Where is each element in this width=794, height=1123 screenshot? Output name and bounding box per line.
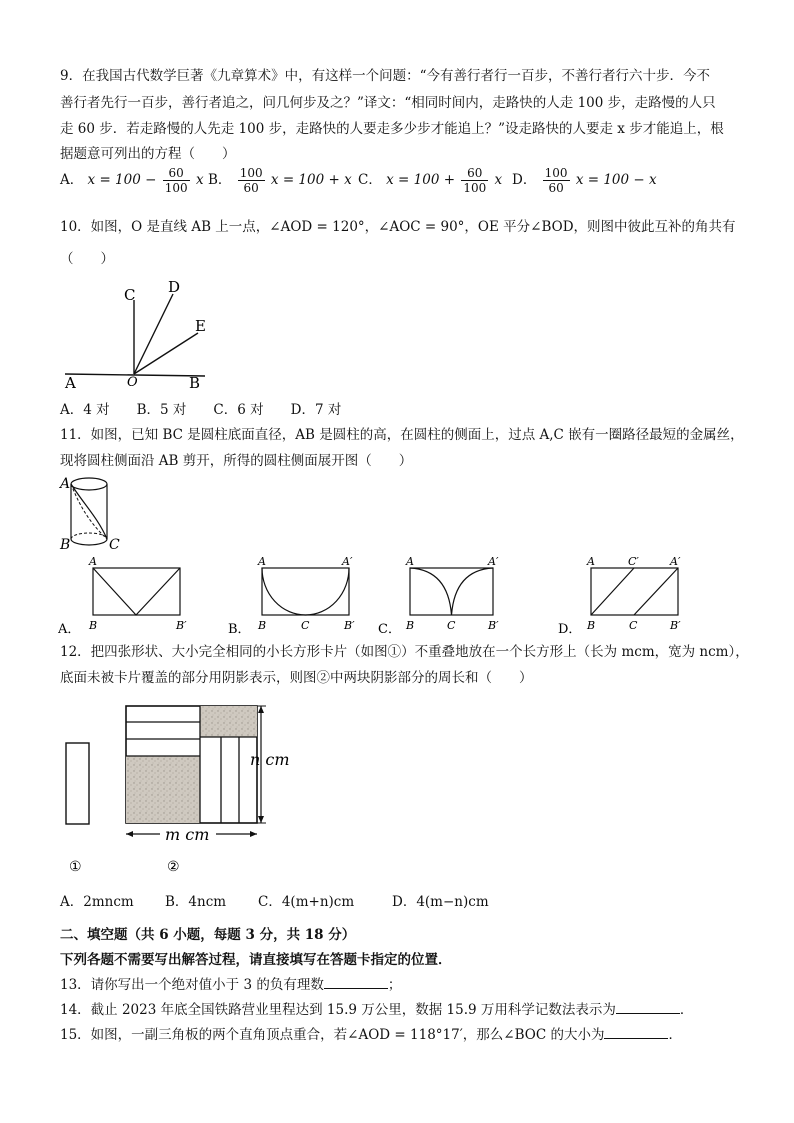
q11-option-c-figure[interactable] bbox=[378, 555, 508, 637]
label-bl: B bbox=[406, 619, 415, 632]
label-c: C bbox=[124, 286, 136, 304]
q9-option-a[interactable] bbox=[60, 166, 204, 195]
small-card bbox=[66, 743, 89, 824]
q14-answer-blank[interactable] bbox=[616, 1001, 680, 1014]
q9-option-a-pre: x = 100 − bbox=[87, 172, 157, 188]
label-tl: A bbox=[587, 555, 595, 568]
q13 bbox=[60, 975, 401, 995]
unfold-rect bbox=[591, 568, 678, 615]
q11-line1: 11．如图，已知 BC 是圆柱底面直径，AB 是圆柱的高，在圆柱的侧面上，过点 A,C 嵌有一圈路径最短的金属丝， bbox=[60, 427, 744, 443]
q11-option-d-figure[interactable] bbox=[558, 555, 698, 637]
q9-option-b-fraction bbox=[238, 166, 265, 195]
q12-option-a-text: 2mncm bbox=[83, 894, 134, 910]
label-br: B′ bbox=[344, 619, 355, 632]
label-br: B′ bbox=[176, 619, 187, 632]
q13-answer-blank[interactable] bbox=[324, 976, 388, 989]
label-bm: C bbox=[301, 619, 310, 632]
q9-option-c-num: 60 bbox=[461, 166, 488, 181]
q12-line1: 12．把四张形状、大小完全相同的小长方形卡片（如图①）不重叠地放在一个长方形上（长为 mcm，宽为 ncm）， bbox=[60, 644, 749, 660]
path-seg-1 bbox=[591, 568, 634, 615]
q9-option-d-label: D． bbox=[512, 172, 537, 188]
q9-option-a-den: 100 bbox=[164, 181, 188, 195]
label-o: O bbox=[127, 375, 138, 390]
q9-option-c[interactable] bbox=[358, 166, 502, 195]
q9-option-c-label: C． bbox=[358, 172, 382, 188]
label-tl: A bbox=[258, 555, 266, 568]
q9-option-b-label: B． bbox=[208, 172, 232, 188]
q13-text: 13．请你写出一个绝对值小于 3 的负有理数 bbox=[60, 977, 324, 993]
q12-option-b[interactable] bbox=[165, 890, 226, 910]
path-seg-2 bbox=[634, 568, 678, 615]
q9-option-d-num: 100 bbox=[544, 166, 568, 180]
q11-line2: 现将圆柱侧面沿 AB 剪开，所得的圆柱侧面展开图（ ） bbox=[60, 453, 413, 469]
shadow-region-small bbox=[200, 706, 257, 737]
q11-cylinder-figure bbox=[58, 473, 128, 553]
q12-option-d[interactable] bbox=[392, 890, 489, 910]
q12-option-c[interactable] bbox=[258, 890, 354, 910]
q9-option-d-fraction bbox=[543, 166, 570, 195]
q10-angle-figure bbox=[55, 278, 215, 393]
q10-line2: （ ） bbox=[60, 251, 114, 267]
q12-option-b-label: B． bbox=[165, 894, 189, 910]
q9-option-c-post: x bbox=[494, 172, 503, 188]
q9-option-d-post: x = 100 − x bbox=[575, 172, 657, 188]
path-v bbox=[93, 568, 180, 615]
q9-option-b-num: 100 bbox=[239, 166, 263, 180]
q11-option-c-letter: C． bbox=[378, 622, 401, 637]
label-tr: A′ bbox=[670, 555, 681, 568]
path-arc bbox=[262, 568, 349, 615]
dim-n-arrow-bottom bbox=[258, 816, 264, 823]
q15 bbox=[60, 1025, 682, 1045]
label-bl: B bbox=[587, 619, 596, 632]
q14 bbox=[60, 1000, 693, 1020]
fig-2-label: ② bbox=[167, 859, 180, 875]
q9-option-a-fraction bbox=[163, 166, 190, 195]
dim-m-arrow-right bbox=[250, 831, 257, 837]
q9-option-b[interactable] bbox=[208, 166, 352, 195]
q9-option-b-den: 60 bbox=[243, 181, 259, 195]
label-bm: C bbox=[447, 619, 456, 632]
q12-option-a-label: A． bbox=[60, 894, 84, 910]
q9-option-d-den: 60 bbox=[548, 181, 564, 195]
q12-option-b-text: 4ncm bbox=[188, 894, 227, 910]
q9-option-a-label: A． bbox=[60, 172, 84, 188]
q9-option-c-den: 100 bbox=[463, 181, 487, 195]
label-bl: B bbox=[258, 619, 267, 632]
q12-option-d-text: 4(m−n)cm bbox=[416, 894, 489, 910]
q10-options[interactable]: A．4 对 B．5 对 C．6 对 D．7 对 bbox=[60, 402, 342, 418]
q12-option-d-label: D． bbox=[392, 894, 417, 910]
cylinder-bottom-front bbox=[71, 539, 107, 545]
cyl-label-c: C bbox=[109, 537, 120, 553]
q14-tail: ． bbox=[679, 1002, 694, 1018]
cylinder-bottom-back bbox=[71, 533, 107, 539]
label-bm: C bbox=[629, 619, 638, 632]
q10-line1: 10．如图，O 是直线 AB 上一点，∠AOD = 120°，∠AOC = 90°，OE 平分∠BOD，则图中彼此互补的角共有 bbox=[60, 219, 736, 235]
label-tl: A bbox=[406, 555, 414, 568]
section2-instruction: 下列各题不需要写出解答过程，请直接填写在答题卡指定的位置． bbox=[60, 952, 452, 968]
q11-option-a-letter: A． bbox=[58, 622, 81, 637]
q9-line3: 走 60 步．若走路慢的人先走 100 步，走路快的人要走多少步才能追上？”设走路快的人要走 x 步才能追上，根 bbox=[60, 121, 724, 137]
q9-line1: 9．在我国古代数学巨著《九章算术》中，有这样一个问题：“今有善行者行一百步，不善行者行六十步．今不 bbox=[60, 68, 710, 84]
q12-option-c-label: C． bbox=[258, 894, 282, 910]
wire-front bbox=[71, 484, 107, 539]
q15-text: 15．如图，一副三角板的两个直角顶点重合，若∠AOD = 118°17′，那么∠BOC 的大小为 bbox=[60, 1027, 605, 1043]
label-br: B′ bbox=[488, 619, 499, 632]
path-cusp bbox=[410, 568, 493, 615]
q11-option-b-letter: B． bbox=[228, 622, 251, 637]
label-e: E bbox=[195, 317, 206, 335]
q9-option-a-post: x bbox=[195, 172, 204, 188]
cylinder-top bbox=[71, 478, 107, 490]
unfold-rect bbox=[93, 568, 180, 615]
q11-option-b-figure[interactable] bbox=[228, 555, 368, 637]
q9-line4: 据题意可列出的方程（ ） bbox=[60, 146, 236, 162]
q14-text: 14．截止 2023 年底全国铁路营业里程达到 15.9 万公里，数据 15.9 万用科学记数法表示为 bbox=[60, 1002, 616, 1018]
label-tr: A′ bbox=[342, 555, 353, 568]
q9-option-d[interactable] bbox=[512, 166, 657, 195]
q12-line2: 底面未被卡片覆盖的部分用阴影表示，则图②中两块阴影部分的周长和（ ） bbox=[60, 670, 533, 686]
label-tm: C′ bbox=[628, 555, 639, 568]
q15-tail: ． bbox=[668, 1027, 682, 1043]
q9-option-c-pre: x = 100 + bbox=[386, 172, 456, 188]
q9-line2: 善行者先行一百步，善行者追之，问几何步及之？”译文：“相同时间内，走路快的人走 100 步，走路慢的人只 bbox=[60, 95, 716, 111]
q11-option-d-letter: D． bbox=[558, 622, 582, 637]
q9-option-b-post: x = 100 + x bbox=[270, 172, 352, 188]
cyl-label-a: A bbox=[60, 476, 71, 492]
label-bl: B bbox=[89, 619, 98, 632]
q9-option-a-num: 60 bbox=[163, 166, 190, 181]
q9-option-c-fraction bbox=[461, 166, 488, 195]
label-tr: A′ bbox=[488, 555, 499, 568]
q11-option-a-figure[interactable] bbox=[58, 555, 208, 637]
cyl-label-b: B bbox=[60, 537, 71, 553]
unfold-rect bbox=[262, 568, 349, 615]
label-b: B bbox=[189, 374, 201, 392]
q12-option-a[interactable] bbox=[60, 890, 134, 910]
label-tl: A bbox=[89, 555, 97, 568]
q12-figures bbox=[55, 698, 315, 878]
section2-title: 二、填空题（共 6 小题，每题 3 分，共 18 分） bbox=[60, 927, 356, 943]
shadow-region-large bbox=[126, 756, 200, 823]
unfold-rect bbox=[410, 568, 493, 615]
fig-1-label: ① bbox=[69, 859, 82, 875]
dim-m-arrow-left bbox=[126, 831, 133, 837]
q15-answer-blank[interactable] bbox=[604, 1026, 668, 1039]
q12-option-c-text: 4(m+n)cm bbox=[281, 894, 355, 910]
q13-tail: ； bbox=[387, 977, 402, 993]
label-n-cm: n cm bbox=[250, 750, 290, 769]
label-d: D bbox=[168, 278, 181, 296]
label-br: B′ bbox=[670, 619, 681, 632]
dim-n-arrow-top bbox=[258, 706, 264, 713]
label-m-cm: m cm bbox=[165, 825, 210, 844]
label-a: A bbox=[65, 374, 76, 392]
